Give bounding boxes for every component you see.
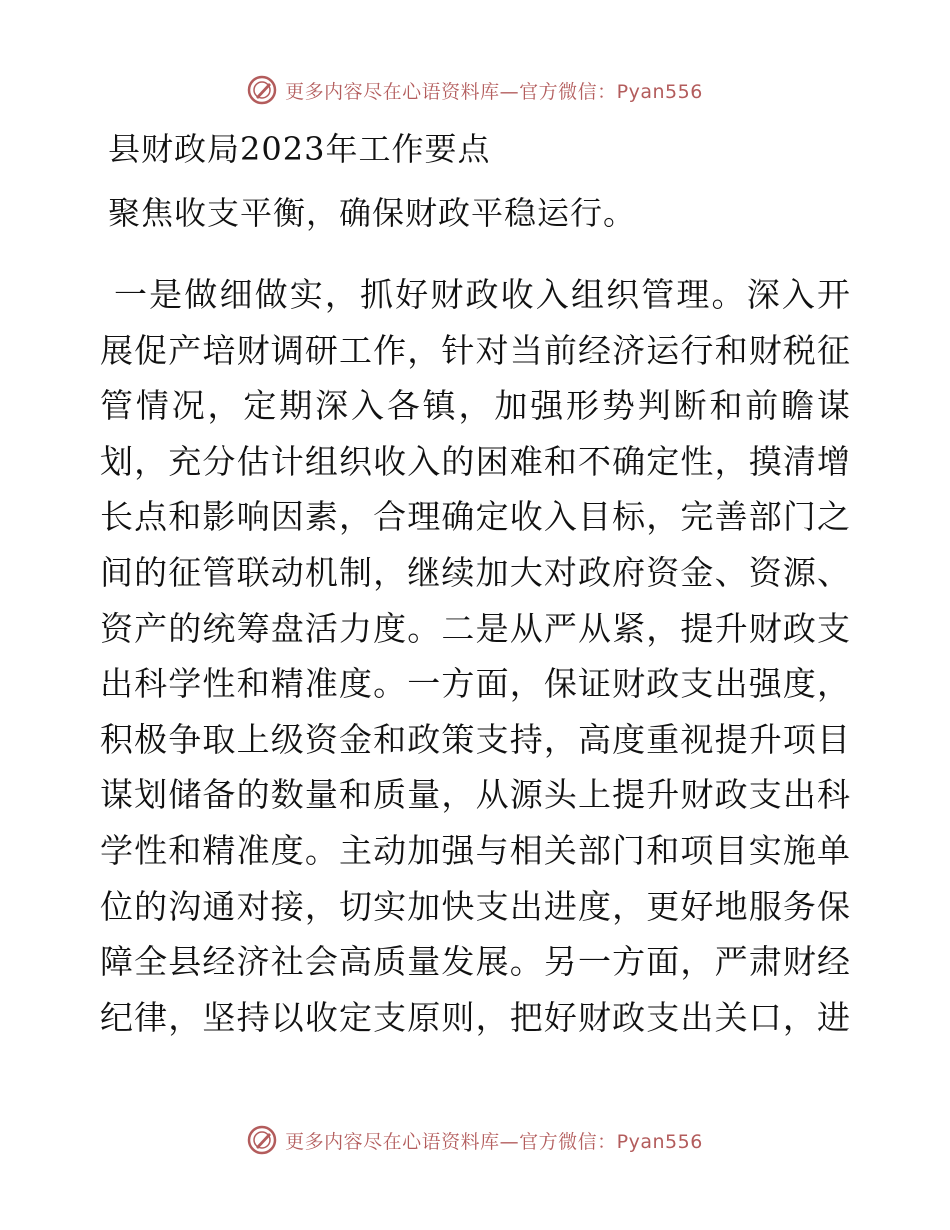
body-line: 一是做细做实，抓好财政收入组织管理。深入开 — [114, 275, 850, 314]
watermark-footer — [0, 1120, 950, 1160]
body-line: 位的沟通对接，切实加快支出进度，更好地服务保 — [100, 886, 850, 926]
watermark-header — [0, 70, 950, 110]
brand-logo-icon — [247, 75, 277, 105]
body-line: 划，充分估计组织收入的困难和不确定性，摸清增 — [100, 441, 850, 481]
body-line: 障全县经济社会高质量发展。另一方面，严肃财经 — [100, 942, 850, 982]
body-line: 谋划储备的数量和质量，从源头上提升财政支出科 — [100, 775, 850, 815]
document-title: 县财政局2023年工作要点 — [108, 130, 491, 168]
watermark-text: 更多内容尽在心语资料库—官方微信：Pyan556 — [285, 80, 703, 103]
brand-logo-icon — [247, 1125, 277, 1155]
body-line: 资产的统筹盘活力度。二是从严从紧，提升财政支 — [100, 608, 850, 648]
body-line: 出科学性和精准度。一方面，保证财政支出强度， — [100, 664, 850, 704]
body-line: 纪律，坚持以收定支原则，把好财政支出关口，进 — [100, 997, 850, 1037]
body-line: 间的征管联动机制，继续加大对政府资金、资源、 — [100, 552, 850, 592]
body-line: 展促产培财调研工作，针对当前经济运行和财税征 — [100, 330, 850, 370]
watermark-text: 更多内容尽在心语资料库—官方微信：Pyan556 — [285, 1130, 703, 1153]
body-line: 管情况，定期深入各镇，加强形势判断和前瞻谋 — [100, 386, 850, 426]
document-body — [100, 272, 850, 1050]
body-line: 积极争取上级资金和政策支持，高度重视提升项目 — [100, 719, 850, 759]
document-subtitle: 聚焦收支平衡，确保财政平稳运行。 — [108, 194, 637, 232]
body-line: 长点和影响因素，合理确定收入目标，完善部门之 — [100, 497, 850, 537]
body-line: 学性和精准度。主动加强与相关部门和项目实施单 — [100, 830, 850, 870]
